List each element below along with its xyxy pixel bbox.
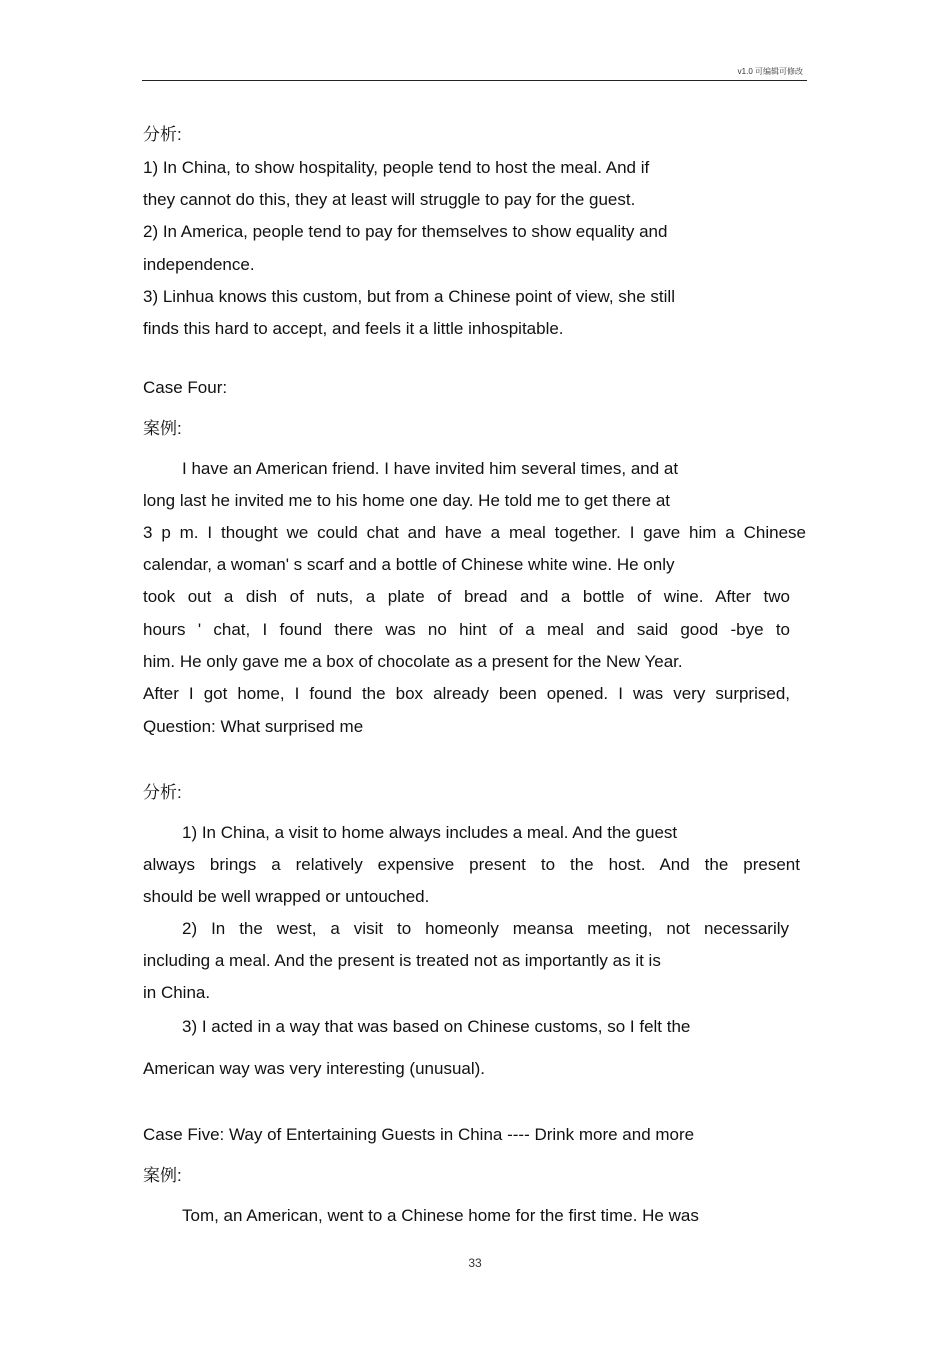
header-rule (142, 80, 807, 81)
text-line: 1) In China, to show hospitality, people tend to host the meal. And if (143, 158, 650, 177)
case-heading: 案例: (143, 419, 182, 438)
text-line: calendar, a woman' s scarf and a bottle of Chinese white wine. He only (143, 555, 675, 574)
text-line: After I got home, I found the box already been opened. I was very surprised, (143, 684, 790, 703)
text-line: including a meal. And the present is treated not as importantly as it is (143, 951, 661, 970)
text-line: 3) Linhua knows this custom, but from a Chinese point of view, she still (143, 287, 675, 306)
case-five-heading: Case Five: Way of Entertaining Guests in China ---- Drink more and more (143, 1125, 695, 1144)
text-line: 2) In the west, a visit to homeonly meansa meeting, not necessarily (182, 919, 789, 938)
text-line: him. He only gave me a box of chocolate as a present for the New Year. (143, 652, 683, 671)
text-line: long last he invited me to his home one day. He told me to get there at (143, 491, 670, 510)
text-line: 3) I acted in a way that was based on Chinese customs, so I felt the (182, 1017, 691, 1036)
text-line: independence. (143, 255, 255, 274)
case-heading: 案例: (143, 1166, 182, 1185)
page-number: 33 (468, 1256, 482, 1270)
text-line: in China. (143, 983, 211, 1002)
text-line: finds this hard to accept, and feels it a little inhospitable. (143, 319, 564, 338)
text-line: 3 p m. I thought we could chat and have a meal together. I gave him a Chinese (143, 523, 806, 542)
text-line: took out a dish of nuts, a plate of bread and a bottle of wine. After two (143, 587, 790, 606)
text-line: 1) In China, a visit to home always includes a meal. And the guest (182, 823, 678, 842)
text-line: hours ' chat, I found there was no hint of a meal and said good -bye to (143, 620, 790, 639)
text-line: American way was very interesting (unusual). (143, 1059, 486, 1078)
analysis-heading: 分析: (143, 783, 182, 802)
text-line: should be well wrapped or untouched. (143, 887, 430, 906)
analysis-heading: 分析: (143, 125, 182, 144)
header-text: v1.0 可编辑可修改 (737, 67, 803, 76)
text-line: always brings a relatively expensive present to the host. And the present (143, 855, 800, 874)
text-line: Tom, an American, went to a Chinese home for the first time. He was (182, 1206, 699, 1225)
text-line: 2) In America, people tend to pay for themselves to show equality and (143, 222, 668, 241)
case-four-heading: Case Four: (143, 378, 228, 397)
text-line: they cannot do this, they at least will struggle to pay for the guest. (143, 190, 636, 209)
text-line: I have an American friend. I have invited him several times, and at (182, 459, 679, 478)
question-line: Question: What surprised me (143, 717, 364, 736)
